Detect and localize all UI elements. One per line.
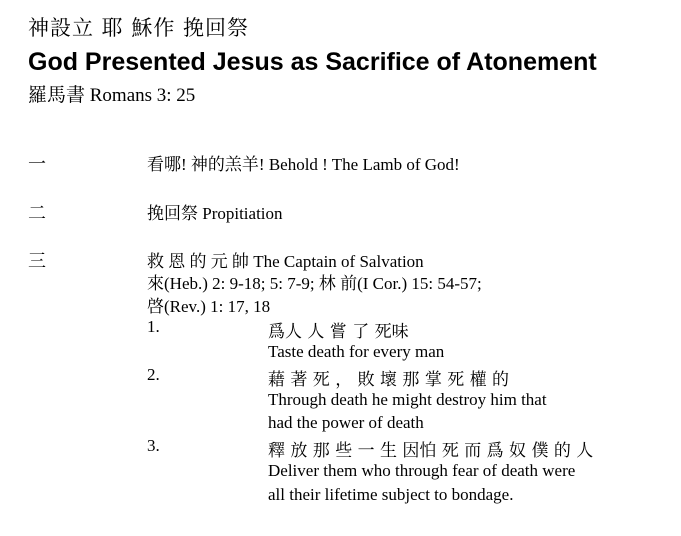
scripture-line: 啓(Rev.) 1: 17, 18 <box>147 297 271 316</box>
subpoint-english: all their lifetime subject to bondage. <box>268 485 514 504</box>
point-text: 看哪! 神的羔羊! Behold ! The Lamb of God! <box>147 155 460 174</box>
title-english: God Presented Jesus as Sacrifice of Atonement <box>28 48 597 76</box>
point-heading: 救 恩 的 元 帥 The Captain of Salvation <box>147 252 424 271</box>
point-number: 一 <box>28 154 46 175</box>
title-chinese: 神設立 耶 穌作 挽回祭 <box>28 16 250 40</box>
point-number: 三 <box>28 251 46 272</box>
subpoint-english: Taste death for every man <box>268 342 445 361</box>
subpoint-number: 1. <box>147 317 160 336</box>
subpoint-number: 3. <box>147 436 160 455</box>
point-number: 二 <box>28 203 46 224</box>
subpoint-english: Through death he might destroy him that <box>268 390 547 409</box>
point-text: 挽回祭 Propitiation <box>147 204 283 223</box>
subpoint-chinese: 爲人 人 嘗 了 死味 <box>268 322 409 342</box>
subpoint-chinese: 釋 放 那 些 一 生 因怕 死 而 爲 奴 僕 的 人 <box>268 441 594 461</box>
scripture-line: 來(Heb.) 2: 9-18; 5: 7-9; 林 前(I Cor.) 15: 54-57; <box>147 274 482 293</box>
subpoint-number: 2. <box>147 365 160 384</box>
subpoint-english: Deliver them who through fear of death were <box>268 461 576 480</box>
subpoint-chinese: 藉 著 死 ， 敗 壞 那 掌 死 權 的 <box>268 370 510 390</box>
scripture-reference: 羅馬書 Romans 3: 25 <box>28 85 196 106</box>
subpoint-english: had the power of death <box>268 413 424 432</box>
